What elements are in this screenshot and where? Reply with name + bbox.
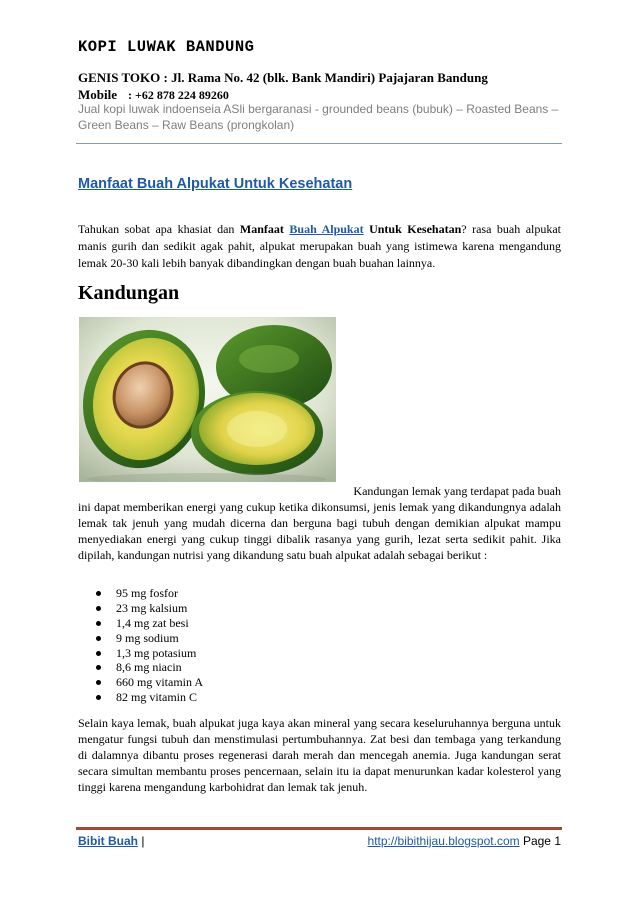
bullet-icon [96,665,101,670]
nutrient-text: 9 mg sodium [116,630,179,645]
nutrient-text: 8,6 mg niacin [116,660,182,675]
list-item [96,660,203,675]
image-caption: Kandungan lemak yang terdapat pada buah [353,484,561,498]
nutrient-text: 1,3 mg potasium [116,645,197,660]
footer-url-link[interactable]: http://bibithijau.blogspot.com [367,834,520,848]
bullet-icon [96,621,101,626]
list-item [96,646,203,661]
buah-alpukat-link[interactable]: Buah Alpukat [289,222,364,236]
mobile-number: : +62 878 224 89260 [128,88,229,102]
intro-paragraph [78,221,561,272]
bullet-icon [96,606,101,611]
footer-right [368,834,561,848]
list-item [96,631,203,646]
intro-end: ? rasa buah alpukat manis gurih dan sedikit agak pahit, alpukat merupakan buah yang istimewa karena mengandung lemak 20-30 kali lebih banyak dibandingkan dengan buah buahan lainnya. [78,222,562,270]
body-paragraph: ini dapat memberikan energi yang cukup ketika dikonsumsi, jenis lemak yang dikandungnya adalah lemak tak jenuh yang mudah dicerna dan berguna bagi tubuh dengan demikian alpukat mampu menyediakan energi yang cukup tinggi dibalik rasanya yang gurih, lezat serta sedikit pahit. Jika dipilah, kandungan nutrisi yang dikandung satu buah alpukat adalah sebagai berikut : [78,500,561,562]
intro-bold-manfaat: Manfaat [239,222,284,236]
nutrient-list [96,586,203,705]
avocado-photo [79,317,336,482]
mobile-line [78,87,229,103]
list-item [96,586,203,601]
article-title[interactable]: Manfaat Buah Alpukat Untuk Kesehatan [78,176,353,192]
store-address: GENIS TOKO : Jl. Rama No. 42 (blk. Bank Mandiri) Pajajaran Bandung [78,70,488,85]
nutrient-text: 660 mg vitamin A [116,675,203,690]
intro-bold-kesehatan: Untuk Kesehatan [369,222,462,236]
nutrient-text: 23 mg kalsium [116,600,188,615]
bullet-icon [96,636,101,641]
footer-brand-link[interactable]: Bibit Buah [78,834,138,848]
nutrient-text: 95 mg fosfor [116,586,178,600]
header-divider [76,143,562,144]
list-item [96,601,203,616]
mobile-label: Mobile [78,87,117,102]
bullet-icon [96,651,101,656]
page-number: Page 1 [522,834,561,848]
bullet-icon [96,695,101,700]
footer-divider [76,827,562,830]
closing-paragraph: Selain kaya lemak, buah alpukat juga kaya akan mineral yang secara keseluruhannya berguna untuk mengatur fungsi tubuh dan menstimulasi pertumbuhannya. Zat besi dan tembaga yang terkandung di dalamnya dibantu proses regenerasi darah merah dan mencegah anemia. Juga kandungan serat secara simultan membantu proses pencernaan, selain itu ia dapat menurunkan kadar kolesterol yang tinggi karena mengandung karbohidrat dan lemak tak jenuh. [78,716,561,794]
header-title: KOPI LUWAK BANDUNG [78,38,255,56]
nutrient-text: 1,4 mg zat besi [116,615,189,630]
nutrient-text: 82 mg vitamin C [116,690,197,705]
list-item [96,690,203,705]
intro-start: Tahukan sobat apa khasiat dan [78,222,240,236]
bullet-icon [96,591,101,596]
list-item [96,675,203,690]
section-heading-kandungan: Kandungan [78,282,180,304]
footer-separator: | [141,834,145,848]
footer-left [78,834,144,848]
header-description: Jual kopi luwak indoenseia ASli bergaranasi - grounded beans (bubuk) – Roasted Beans – Green Beans – Raw Beans (prongkolan) [78,102,559,132]
list-item [96,616,203,631]
bullet-icon [96,680,101,685]
